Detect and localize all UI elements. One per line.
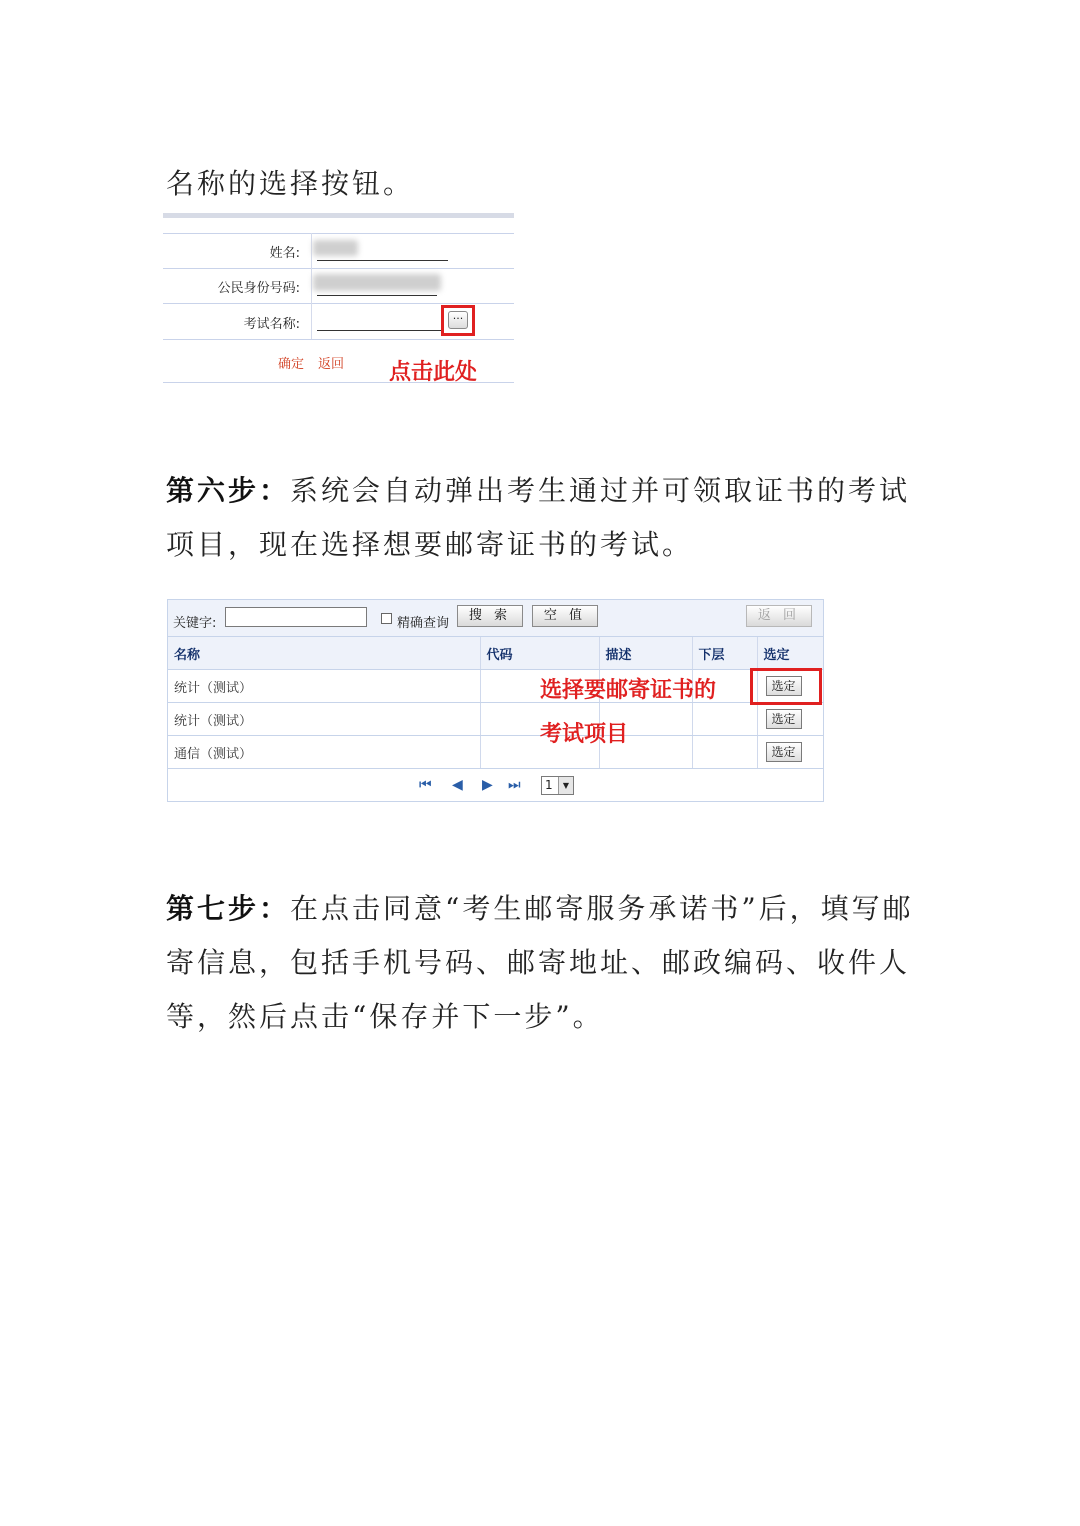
divider [163,233,514,234]
back-button[interactable]: 返 回 [746,605,812,627]
exam-name-field[interactable] [317,330,443,331]
exact-query-label: 精确查询 [397,616,450,631]
select-button[interactable]: 选定 [766,742,802,762]
id-number-field[interactable] [317,295,437,296]
table-row [168,670,823,703]
highlight-box [441,305,475,336]
select-annotation-line1: 选择要邮寄证书的 [540,678,717,703]
table-row [168,736,823,769]
sublevel-cell [692,736,757,769]
exam-form-screenshot [163,213,514,384]
column-header-sublevel: 下层 [692,637,757,670]
highlight-box [750,668,822,705]
step6-text: 系统会自动弹出考生通过并可领取证书的考试项目，现在选择想要邮寄证书的考试。 [166,474,911,561]
keyword-input[interactable] [225,607,367,627]
last-page-icon[interactable]: ⏭ [508,777,521,793]
exact-query-checkbox[interactable] [381,613,392,624]
exam-name-cell: 通信（测试） [168,736,480,769]
divider [163,213,514,218]
redacted-name [313,240,358,256]
step7-heading: 第七步： [166,892,291,925]
name-field[interactable] [317,260,448,261]
column-header-description: 描述 [599,637,692,670]
search-button[interactable]: 搜 索 [457,605,523,627]
select-annotation-line2: 考试项目 [540,722,629,747]
step7-paragraph [166,882,926,1044]
confirm-link[interactable]: 确定 [278,357,305,372]
back-link[interactable]: 返回 [318,357,345,372]
select-button[interactable]: 选定 [766,676,802,696]
select-cell [757,736,823,769]
sublevel-cell [692,703,757,736]
divider [163,303,514,304]
prev-page-icon[interactable]: ◀ [452,777,463,793]
exam-name-browse-button[interactable]: ··· [448,311,468,329]
intro-paragraph: 名称的选择按钮。 [166,167,415,200]
next-page-icon[interactable]: ▶ [482,777,493,793]
column-header-name: 名称 [168,637,480,670]
exam-name-label: 考试名称: [243,317,300,332]
column-header-select: 选定 [757,637,823,670]
keyword-label: 关键字: [173,616,217,631]
exam-name-cell: 统计（测试） [168,703,480,736]
first-page-icon[interactable]: ⏮ [419,777,432,793]
id-number-label: 公民身份号码: [217,281,300,296]
table-row [168,703,823,736]
name-label: 姓名: [269,246,300,261]
page-select[interactable] [541,776,574,795]
click-here-annotation: 点击此处 [389,360,478,385]
page-select-value: 1 [545,778,553,792]
divider [163,268,514,269]
pagination-bar [168,770,823,800]
chevron-down-icon: ▼ [558,777,573,794]
divider [163,339,514,340]
exam-selection-screenshot [167,599,824,802]
step7-text: 在点击同意“考生邮寄服务承诺书”后，填写邮寄信息，包括手机号码、邮寄地址、邮政编码、收件人等，然后点击“保存并下一步”。 [166,892,914,1033]
select-button[interactable]: 选定 [766,709,802,729]
step6-paragraph [166,464,926,572]
select-cell [757,703,823,736]
table-header-row [168,637,823,670]
divider [311,233,312,339]
column-header-code: 代码 [480,637,599,670]
exam-name-cell: 统计（测试） [168,670,480,703]
redacted-id-number [313,274,441,291]
step6-heading: 第六步： [166,474,291,507]
search-bar [168,600,823,637]
clear-button[interactable]: 空 值 [532,605,598,627]
exam-table [168,637,823,769]
